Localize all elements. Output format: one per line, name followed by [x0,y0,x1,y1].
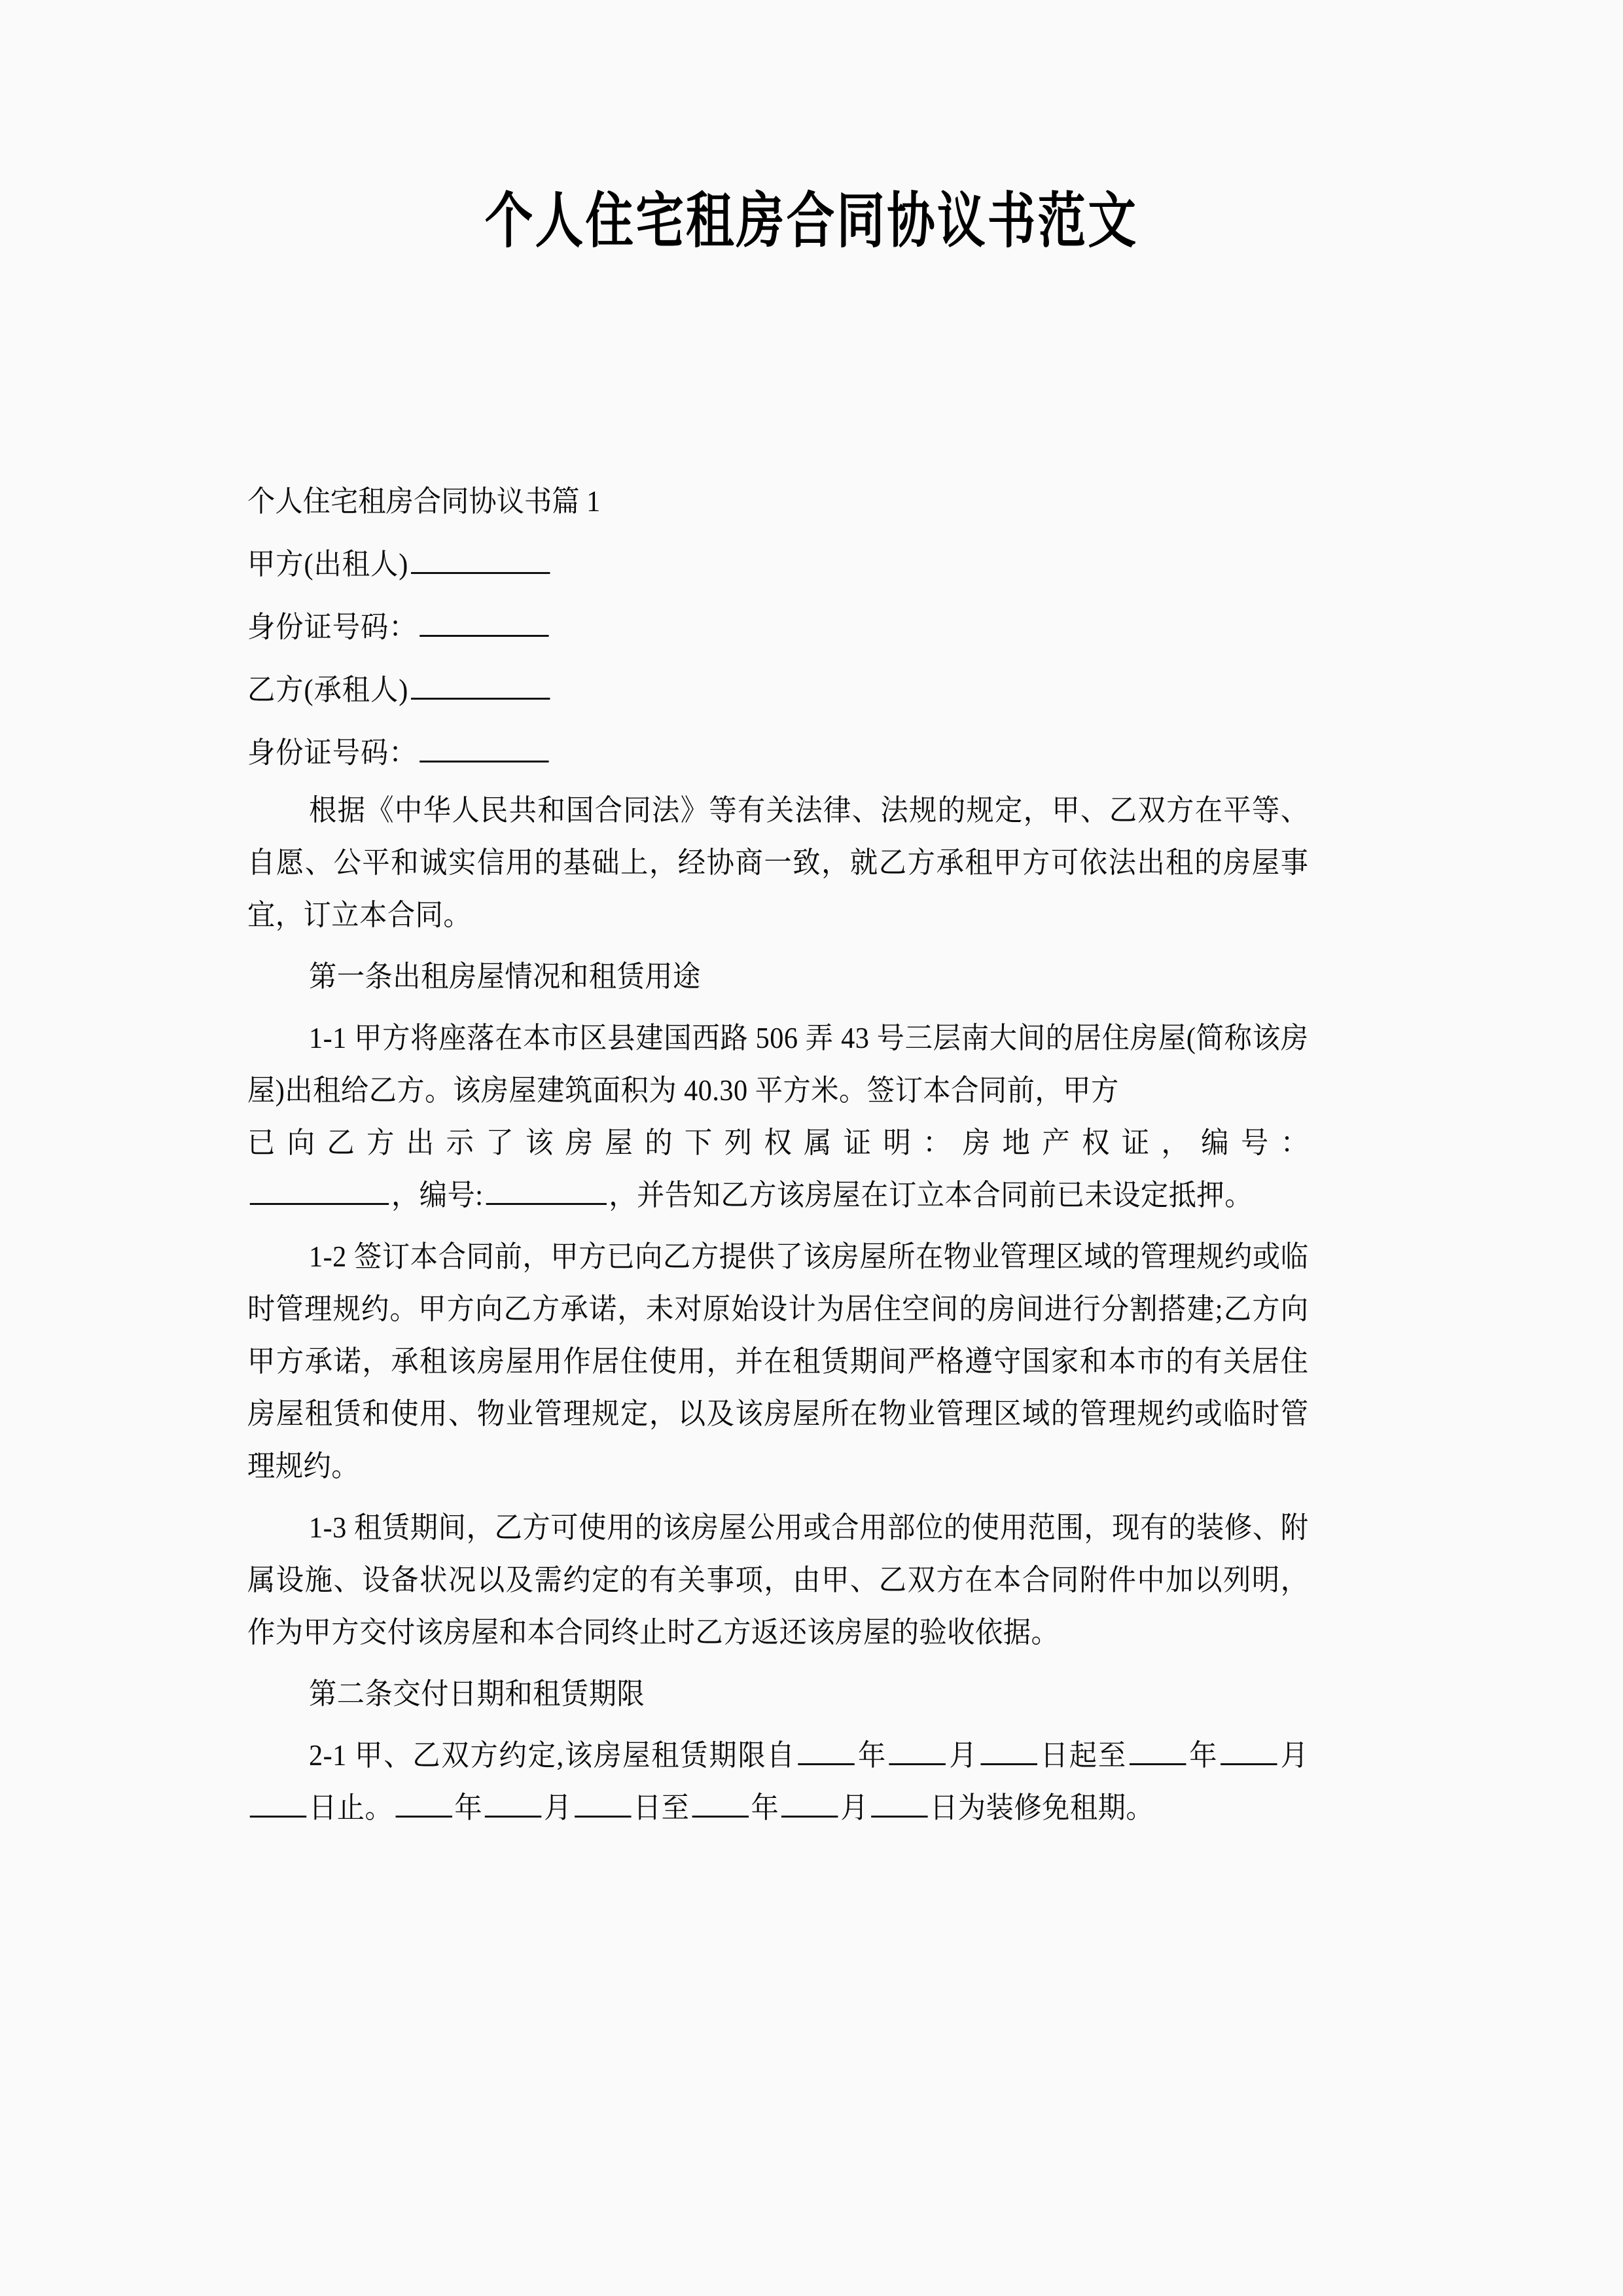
section-heading-row [247,470,1309,533]
page-title: 个人住宅租房合同协议书范文 [484,188,1139,255]
field-label-tenant-id: 身份证号码： [247,736,418,769]
paragraph-clause-2-1 [247,1729,1309,1834]
clause-2-1-blank-year-4[interactable] [692,1788,748,1818]
clause-2-1-blank-year-1[interactable] [798,1736,854,1765]
clause-2-1-unit-day-3: 日至 [633,1791,690,1824]
clause-2-1-blank-day-3[interactable] [575,1788,631,1818]
field-row-tenant-id [247,721,1309,784]
paragraph-preamble: 根据《中华人民共和国合同法》等有关法律、法规的规定，甲、乙双方在平等、自愿、公平和诚实信用的基础上，经协商一致，就乙方承租甲方可依法出租的房屋事宜，订立本合同。 [247,794,1309,931]
clause-2-1-unit-day-1: 日起至 [1039,1739,1127,1772]
clause-2-1-blank-month-2[interactable] [1221,1736,1277,1765]
field-blank-tenant-id[interactable] [419,733,548,762]
clause-2-1-blank-year-2[interactable] [1130,1736,1186,1765]
clause-2-1-unit-day-2: 日止。 [309,1791,393,1824]
clause-2-1-tail: 日为装修免租期。 [930,1791,1154,1824]
heading-article-2: 第二条交付日期和租赁期限 [309,1677,645,1710]
clause-1-1-tail: ，并告知乙方该房屋在订立本合同前已未设定抵押。 [609,1179,1253,1211]
clause-1-1-blank-number[interactable] [486,1175,606,1205]
paragraph-clause-1-1-part2 [247,1169,1309,1221]
field-blank-tenant[interactable] [411,670,550,700]
field-label-landlord-id: 身份证号码： [247,611,418,643]
section-heading: 个人住宅租房合同协议书篇 1 [247,485,601,518]
clause-2-1-blank-day-4[interactable] [871,1788,927,1818]
clause-1-1-label-number: ，编号: [391,1179,484,1211]
paragraph-clause-1-1-spread: 已向乙方出示了该房屋的下列权属证明：房地产权证，编号： [247,1126,1309,1159]
field-label-tenant: 乙方(承租人) [247,673,409,706]
clause-2-1-lead: 2-1 甲、乙双方约定,该房屋租赁期限自 [309,1739,796,1772]
field-blank-landlord[interactable] [411,545,550,574]
clause-2-1-unit-month-2: 月 [1279,1739,1309,1772]
clause-2-1-blank-day-2[interactable] [250,1788,306,1818]
clause-2-1-unit-year-3: 年 [454,1791,483,1824]
clause-2-1-unit-year-1: 年 [857,1739,887,1772]
paragraph-clause-1-1-spread-wrap [247,1117,1309,1169]
clause-2-1-blank-year-3[interactable] [395,1788,452,1818]
clause-2-1-unit-month-4: 月 [840,1791,869,1824]
field-row-tenant [247,658,1309,721]
field-label-landlord: 甲方(出租人) [247,548,409,581]
clause-2-1-unit-month-1: 月 [948,1739,978,1772]
field-blank-landlord-id[interactable] [419,607,548,637]
clause-2-1-blank-month-1[interactable] [889,1736,946,1765]
clause-2-1-blank-month-3[interactable] [485,1788,541,1818]
heading-article-1: 第一条出租房屋情况和租赁用途 [309,960,701,993]
field-row-landlord-id [247,596,1309,658]
paragraph-clause-1-2: 1-2 签订本合同前，甲方已向乙方提供了该房屋所在物业管理区域的管理规约或临时管理规约。甲方向乙方承诺，未对原始设计为居住空间的房间进行分割搭建;乙方向甲方承诺，承租该房屋用作居住使用，并在租赁期间严格遵守国家和本市的有关居住房屋租赁和使用、物业管理规定，以及该房屋所在物业管理区域的管理规约或临时管理规约。 [247,1240,1309,1482]
clause-2-1-unit-year-4: 年 [751,1791,779,1824]
document-body [247,470,1376,1834]
clause-2-1-unit-month-3: 月 [544,1791,572,1824]
clause-2-1-blank-month-4[interactable] [781,1788,838,1818]
paragraph-clause-1-3: 1-3 租赁期间，乙方可使用的该房屋公用或合用部位的使用范围，现有的装修、附属设施、设备状况以及需约定的有关事项，由甲、乙双方在本合同附件中加以列明，作为甲方交付该房屋和本合同终止时乙方返还该房屋的验收依据。 [247,1511,1309,1649]
clause-2-1-unit-year-2: 年 [1188,1739,1219,1772]
clause-2-1-blank-day-1[interactable] [980,1736,1037,1765]
clause-1-1-blank-certificate[interactable] [250,1175,389,1205]
paragraph-clause-1-1-part1: 1-1 甲方将座落在本市区县建国西路 506 弄 43 号三层南大间的居住房屋(简称该房屋)出租给乙方。该房屋建筑面积为 40.30 平方米。签订本合同前，甲方 [247,1022,1309,1107]
field-row-landlord [247,533,1309,596]
